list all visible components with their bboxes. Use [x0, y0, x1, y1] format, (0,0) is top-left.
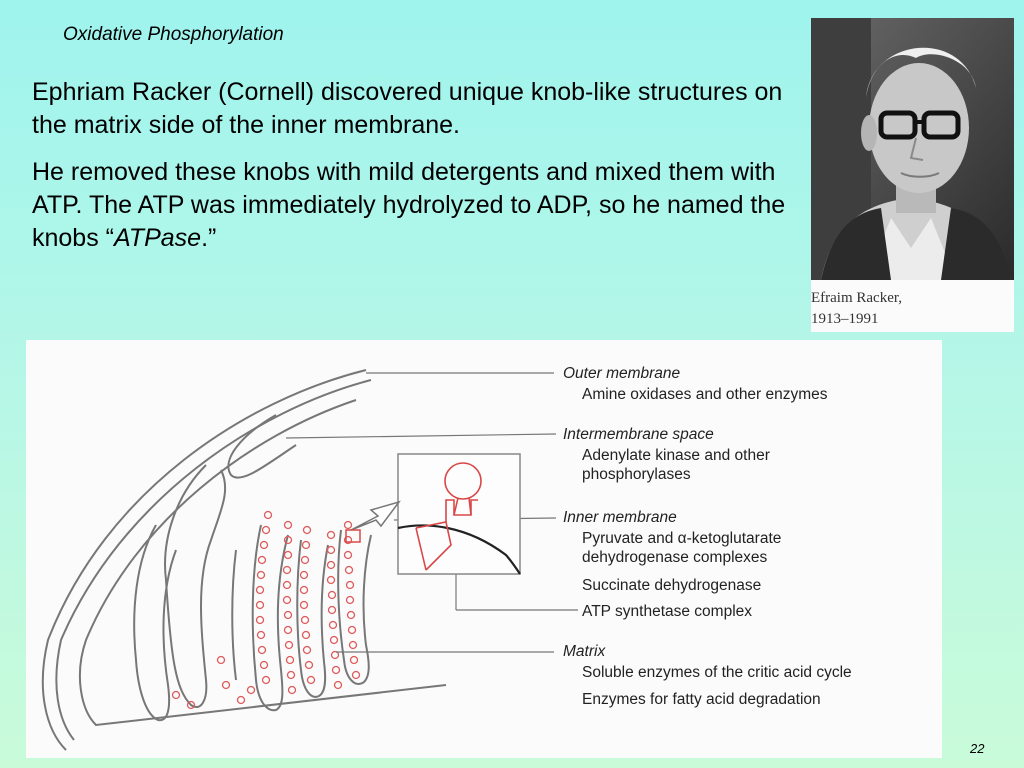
label-matrix-enzymes-2: Enzymes for fatty acid degradation [582, 691, 821, 708]
slide-title: Oxidative Phosphorylation [63, 24, 284, 45]
zoom-arrow [351, 502, 399, 530]
label-matrix-enzymes-1: Soluble enzymes of the critic acid cycle [582, 664, 852, 681]
label-inner-enzymes-3: Succinate dehydrogenase [582, 577, 762, 594]
label-matrix: Matrix [563, 643, 606, 660]
mitochondrion-diagram [26, 340, 942, 758]
portrait-image [811, 18, 1014, 280]
inset-box [398, 454, 520, 574]
paragraph-atpase-naming [32, 156, 802, 255]
label-intermembrane-space: Intermembrane space [563, 426, 714, 443]
crista-1 [228, 415, 296, 478]
label-inner-enzymes-1: Pyruvate and α-ketoglutarate [582, 530, 782, 547]
paragraph-atpase-text: He removed these knobs with mild detergents and mixed them with ATP. The ATP was immediately hydrolyzed to ADP, so he named the knobs “ [32, 158, 786, 252]
page-number: 22 [970, 741, 985, 756]
label-inner-enzymes-2: dehydrogenase complexes [582, 549, 768, 566]
label-inner-membrane: Inner membrane [563, 509, 677, 526]
label-inner-enzymes-4: ATP synthetase complex [582, 603, 753, 620]
racker-photo [811, 18, 1014, 332]
paragraph-atpase-end: .” [201, 224, 217, 252]
photo-caption [811, 288, 1014, 330]
label-intermembrane-enzymes-2: phosphorylases [582, 466, 691, 483]
crista-7 [232, 550, 236, 680]
label-outer-membrane: Outer membrane [563, 365, 681, 382]
crista-2 [165, 465, 225, 707]
label-outer-enzymes: Amine oxidases and other enzymes [582, 386, 828, 403]
slide-body [32, 76, 802, 269]
paragraph-racker-discovery: Ephriam Racker (Cornell) discovered unique knob-like structures on the matrix side of the inner membrane. [32, 78, 783, 139]
crista-6 [338, 530, 371, 684]
caption-name: Efraim Racker, [811, 290, 903, 306]
label-intermembrane-enzymes-1: Adenylate kinase and other [582, 447, 770, 464]
caption-years: 1913–1991 [811, 311, 879, 327]
atpase-term: ATPase [113, 224, 202, 252]
inner-membrane-boundary [80, 400, 446, 725]
